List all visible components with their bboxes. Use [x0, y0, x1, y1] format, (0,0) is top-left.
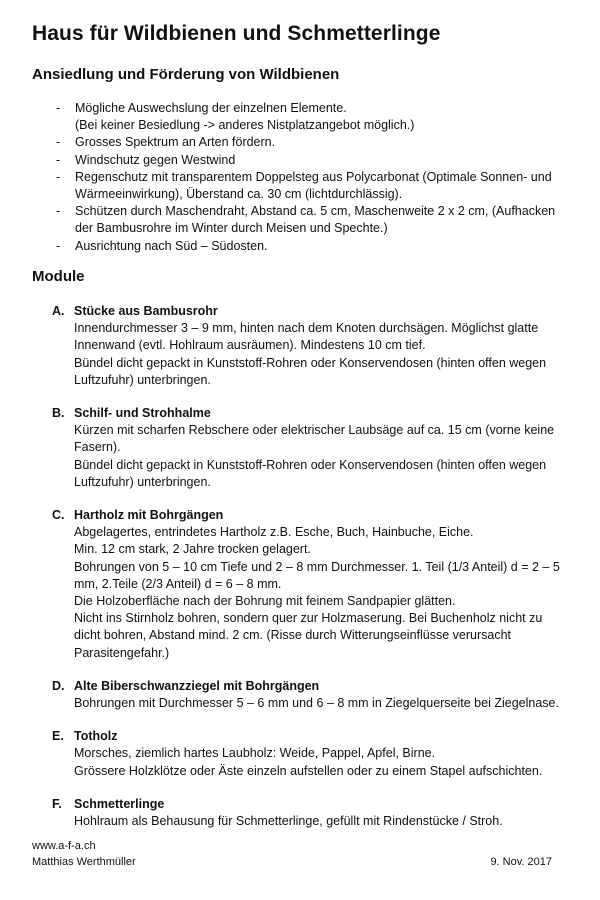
- bullet-item: [48, 169, 578, 203]
- module-letter: C.: [52, 508, 65, 523]
- bullet-list: [48, 100, 578, 255]
- module-letter: D.: [52, 678, 65, 693]
- module-text-line: Fasern).: [74, 440, 121, 455]
- footer-author: Matthias Werthmüller: [32, 856, 136, 868]
- module-title: Totholz: [74, 729, 118, 744]
- module-title: Hartholz mit Bohrgängen: [74, 508, 224, 523]
- bullet-item: [48, 203, 578, 237]
- bullet-text-line: Ausrichtung nach Süd – Südosten.: [75, 238, 268, 253]
- bullet-dash: -: [56, 169, 61, 184]
- module-text-line: Morsches, ziemlich hartes Laubholz: Weide, Pappel, Apfel, Birne.: [74, 746, 436, 761]
- bullet-text-line: Schützen durch Maschendraht, Abstand ca. 5 cm, Maschenweite 2 x 2 cm, (Aufhacken: [75, 204, 556, 219]
- module-item: [52, 796, 582, 830]
- bullet-item: [48, 134, 578, 151]
- module-text-line: Parasitengefahr.): [74, 645, 170, 660]
- module-title: Alte Biberschwanzziegel mit Bohrgängen: [74, 678, 320, 693]
- module-item: [52, 728, 582, 780]
- bullet-item: [48, 238, 578, 255]
- module-text-line: Nicht ins Stirnholz bohren, sondern quer zur Holzmaserung. Bei Buchenholz nicht zu: [74, 611, 543, 626]
- module-letter: B.: [52, 406, 65, 421]
- module-letter: F.: [52, 796, 62, 811]
- module-text-line: Innendurchmesser 3 – 9 mm, hinten nach dem Knoten durchsägen. Möglichst glatte: [74, 321, 539, 336]
- module-letter: E.: [52, 729, 64, 744]
- module-item: [52, 303, 582, 389]
- module-text-line: Bohrungen von 5 – 10 cm Tiefe und 2 – 8 mm Durchmesser. 1. Teil (1/3 Anteil) d = 2 – 5: [74, 559, 560, 574]
- module-list: [52, 303, 582, 846]
- bullet-text-line: Mögliche Auswechslung der einzelnen Elemente.: [75, 101, 347, 115]
- module-text-line: mm, 2.Teile (2/3 Anteil) d = 6 – 8 mm.: [74, 576, 282, 591]
- module-item: [52, 678, 582, 712]
- module-text-line: Bündel dicht gepackt in Kunststoff-Rohren oder Konservendosen (hinten offen wegen: [74, 457, 547, 472]
- section-heading-module: Module: [32, 268, 85, 285]
- module-text-line: Luftzufuhr) unterbringen.: [74, 474, 211, 489]
- module-text-line: dicht bohren, Abstand mind. 2 cm. (Risse durch Witterungseinflüsse verursacht: [74, 628, 512, 643]
- module-item: [52, 507, 582, 662]
- footer-website: www.a-f-a.ch: [32, 840, 96, 852]
- module-item: [52, 405, 582, 491]
- module-text-line: Abgelagertes, entrindetes Hartholz z.B. Esche, Buch, Hainbuche, Eiche.: [74, 525, 474, 540]
- module-text-line: Bündel dicht gepackt in Kunststoff-Rohren oder Konservendosen (hinten offen wegen: [74, 355, 547, 370]
- bullet-item: [48, 100, 578, 134]
- bullet-text-line: der Bambusrohre im Winter durch Meisen und Spechte.): [75, 221, 388, 236]
- bullet-item: [48, 152, 578, 169]
- module-text-line: Die Holzoberfläche nach der Bohrung mit feinem Sandpapier glätten.: [74, 594, 456, 609]
- section-heading-wildbienen: Ansiedlung und Förderung von Wildbienen: [32, 66, 340, 83]
- bullet-text-line: (Bei keiner Besiedlung -> anderes Nistplatzangebot möglich.): [75, 118, 415, 133]
- bullet-text-line: Grosses Spektrum an Arten fördern.: [75, 135, 276, 150]
- module-text-line: Bohrungen mit Durchmesser 5 – 6 mm und 6 – 8 mm in Ziegelquerseite bei Ziegelnase.: [74, 696, 559, 711]
- bullet-dash: -: [56, 238, 61, 253]
- bullet-text-line: Wärmeeinwirkung), Überstand ca. 30 cm (lichtdurchlässig).: [75, 187, 403, 202]
- bullet-dash: -: [56, 101, 61, 115]
- module-text-line: Grössere Holzklötze oder Äste einzeln aufstellen oder zu einem Stapel aufschichten.: [74, 763, 543, 778]
- bullet-dash: -: [56, 152, 61, 167]
- bullet-text-line: Windschutz gegen Westwind: [75, 152, 236, 167]
- module-text-line: Hohlraum als Behausung für Schmetterlinge, gefüllt mit Rindenstücke / Stroh.: [74, 814, 503, 829]
- bullet-dash: -: [56, 135, 61, 150]
- module-text-line: Innenwand (evtl. Hohlraum ausräumen). Mindestens 10 cm tief.: [74, 338, 426, 353]
- module-title: Schilf- und Strohhalme: [74, 406, 211, 421]
- document-title: Haus für Wildbienen und Schmetterlinge: [32, 22, 441, 45]
- bullet-dash: -: [56, 204, 61, 219]
- module-text-line: Kürzen mit scharfen Rebschere oder elektrischer Laubsäge auf ca. 15 cm (vorne keine: [74, 423, 555, 438]
- module-title: Schmetterlinge: [74, 796, 165, 811]
- bullet-text-line: Regenschutz mit transparentem Doppelsteg aus Polycarbonat (Optimale Sonnen- und: [75, 169, 552, 184]
- module-title: Stücke aus Bambusrohr: [74, 304, 218, 318]
- footer-date: 9. Nov. 2017: [490, 856, 552, 868]
- module-letter: A.: [52, 304, 65, 318]
- module-text-line: Luftzufuhr) unterbringen.: [74, 372, 211, 387]
- footer: [32, 838, 552, 870]
- module-text-line: Min. 12 cm stark, 2 Jahre trocken gelagert.: [74, 542, 311, 557]
